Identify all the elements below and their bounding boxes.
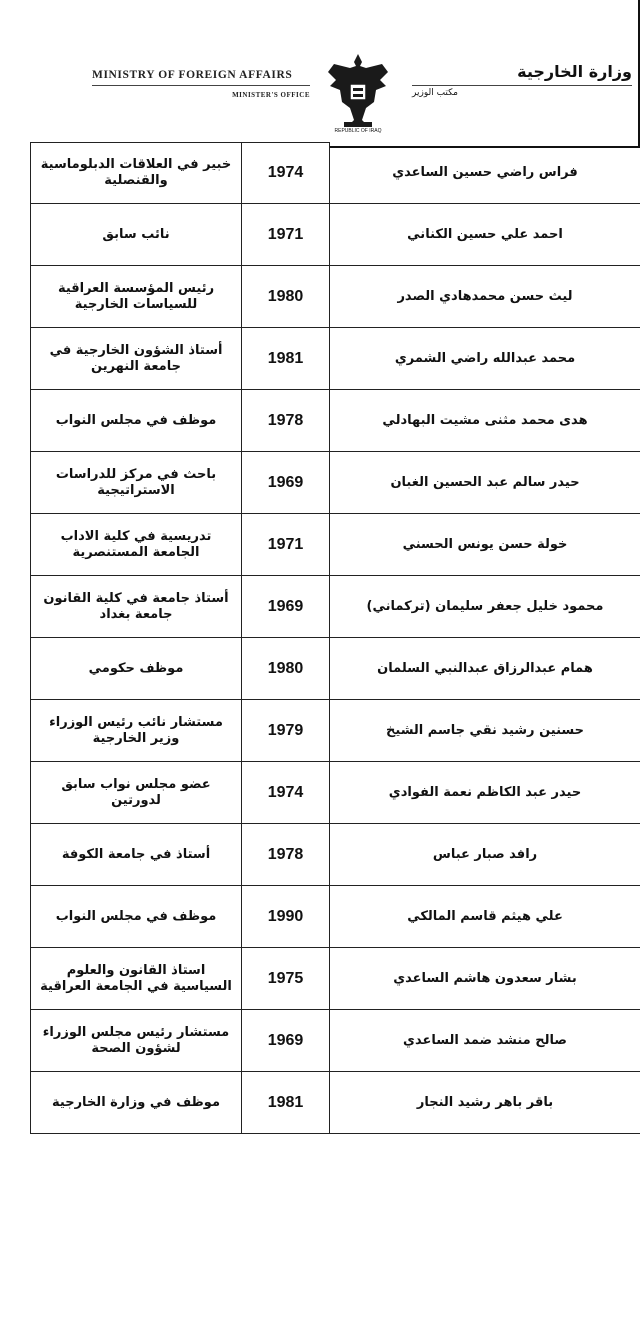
- table-row: [0, 886, 640, 948]
- name-cell: فراس راضي حسين الساعدي: [330, 142, 640, 204]
- position-cell: رئيس المؤسسة العراقية للسياسات الخارجية: [30, 266, 242, 328]
- birth-year-cell: 1978: [242, 390, 330, 452]
- birth-year-cell: 1979: [242, 700, 330, 762]
- birth-year-cell: 1974: [242, 142, 330, 204]
- position-cell: نائب سابق: [30, 204, 242, 266]
- position-cell: باحث في مركز للدراسات الاستراتيجية: [30, 452, 242, 514]
- name-cell: علي هيثم قاسم المالكي: [330, 886, 640, 948]
- table-row: [0, 204, 640, 266]
- ministry-title-en: MINISTRY OF FOREIGN AFFAIRS: [92, 69, 293, 81]
- position-cell: أستاذ في جامعة الكوفة: [30, 824, 242, 886]
- birth-year-cell: 1980: [242, 638, 330, 700]
- table-row: [0, 452, 640, 514]
- table-row: [0, 1010, 640, 1072]
- birth-year-cell: 1974: [242, 762, 330, 824]
- english-heading: [92, 69, 310, 99]
- arabic-heading: [404, 62, 632, 98]
- birth-year-cell: 1981: [242, 1072, 330, 1134]
- name-cell: حيدر عبد الكاظم نعمة الفوادي: [330, 762, 640, 824]
- position-cell: أستاذ الشؤون الخارجية في جامعة النهرين: [30, 328, 242, 390]
- ministry-title-ar: وزارة الخارجية: [517, 62, 632, 81]
- table-row: [0, 762, 640, 824]
- name-cell: همام عبدالرزاق عبدالنبي السلمان: [330, 638, 640, 700]
- table-row: [0, 390, 640, 452]
- office-title-en: MINISTER'S OFFICE: [232, 91, 310, 99]
- table-row: [0, 700, 640, 762]
- table-row: [0, 328, 640, 390]
- name-cell: رافد صبار عباس: [330, 824, 640, 886]
- name-cell: ليث حسن محمدهادي الصدر: [330, 266, 640, 328]
- name-cell: خولة حسن يونس الحسني: [330, 514, 640, 576]
- name-cell: صالح منشد ضمد الساعدي: [330, 1010, 640, 1072]
- position-cell: مستشار نائب رئيس الوزراء وزير الخارجية: [30, 700, 242, 762]
- birth-year-cell: 1971: [242, 204, 330, 266]
- birth-year-cell: 1971: [242, 514, 330, 576]
- birth-year-cell: 1969: [242, 452, 330, 514]
- birth-year-cell: 1969: [242, 576, 330, 638]
- emblem-caption: REPUBLIC OF IRAQ: [334, 128, 382, 134]
- position-cell: موظف في مجلس النواب: [30, 886, 242, 948]
- position-cell: مستشار رئيس مجلس الوزراء لشؤون الصحة: [30, 1010, 242, 1072]
- position-cell: استاذ القانون والعلوم السياسية في الجامعة العراقية: [30, 948, 242, 1010]
- birth-year-cell: 1990: [242, 886, 330, 948]
- table-row: [0, 142, 640, 204]
- position-cell: خبير في العلاقات الدبلوماسية والقنصلية: [30, 142, 242, 204]
- birth-year-cell: 1975: [242, 948, 330, 1010]
- name-cell: محمد عبدالله راضي الشمري: [330, 328, 640, 390]
- table-row: [0, 266, 640, 328]
- position-cell: عضو مجلس نواب سابق لدورتين: [30, 762, 242, 824]
- eagle-emblem-icon: [322, 50, 394, 136]
- birth-year-cell: 1969: [242, 1010, 330, 1072]
- birth-year-cell: 1980: [242, 266, 330, 328]
- heading-rule: [92, 85, 310, 86]
- birth-year-cell: 1981: [242, 328, 330, 390]
- name-cell: هدى محمد مثنى مشيت البهادلي: [330, 390, 640, 452]
- name-cell: محمود خليل جعفر سليمان (تركماني): [330, 576, 640, 638]
- position-cell: أستاذ جامعة في كلية القانون جامعة بغداد: [30, 576, 242, 638]
- name-cell: حيدر سالم عبد الحسين الغبان: [330, 452, 640, 514]
- letterhead: [0, 0, 640, 148]
- name-cell: احمد علي حسين الكناني: [330, 204, 640, 266]
- table-row: [0, 824, 640, 886]
- office-title-ar: مكتب الوزير: [412, 88, 458, 98]
- heading-rule-ar: [412, 85, 632, 86]
- name-cell: باقر باهر رشيد النجار: [330, 1072, 640, 1134]
- name-cell: بشار سعدون هاشم الساعدي: [330, 948, 640, 1010]
- position-cell: موظف في وزارة الخارجية: [30, 1072, 242, 1134]
- position-cell: تدريسية في كلية الاداب الجامعة المستنصرية: [30, 514, 242, 576]
- position-cell: موظف في مجلس النواب: [30, 390, 242, 452]
- table-row: [0, 1072, 640, 1134]
- table-row: [0, 576, 640, 638]
- table-row: [0, 638, 640, 700]
- name-cell: حسنين رشيد نقي جاسم الشيخ: [330, 700, 640, 762]
- table-row: [0, 514, 640, 576]
- position-cell: موظف حكومي: [30, 638, 242, 700]
- table-row: [0, 948, 640, 1010]
- birth-year-cell: 1978: [242, 824, 330, 886]
